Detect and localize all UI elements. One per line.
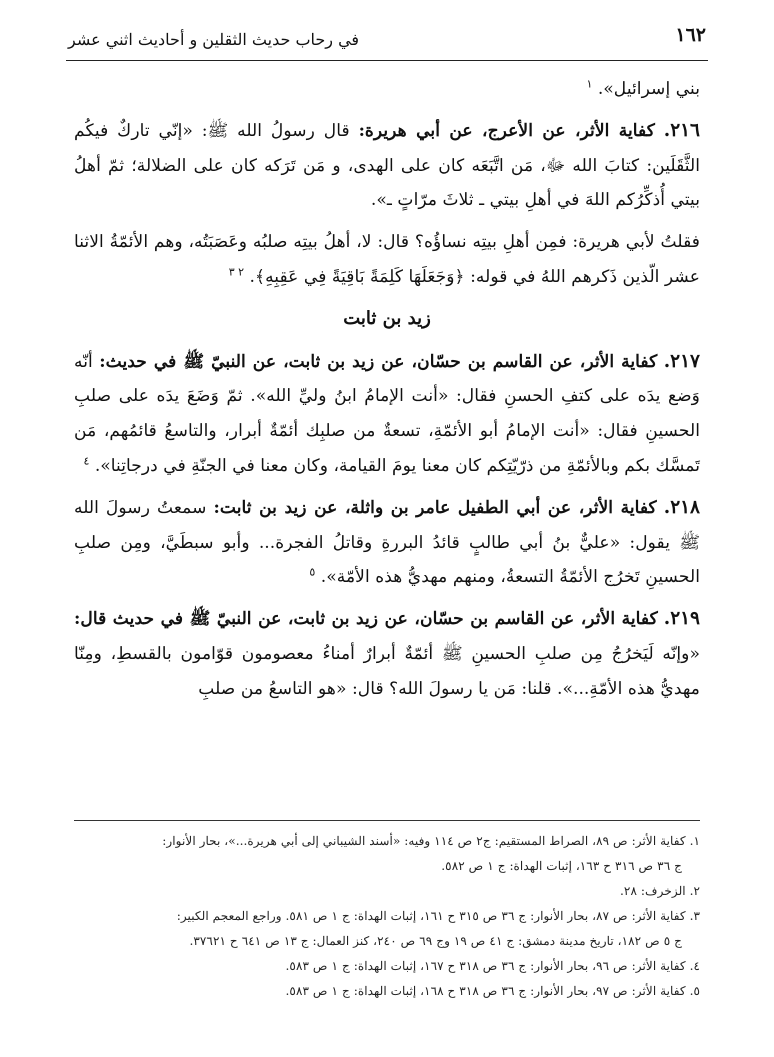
section-title: زيد بن ثابت — [343, 307, 431, 329]
footnote-5: ٥. كفاية الأثر: ص ٩٧، بحار الأنوار: ج ٣٦ ص ٣١٨ ح ١٦٨، إثبات الهداة: ج ١ ص ٥٨٣. — [285, 984, 700, 998]
footnote-ref: ٥ — [309, 565, 316, 579]
hadith-text: سمعتُ رسولَ الله ﷺ يقول: «عليٌّ بنُ أبي طالبٍ قائدُ البررةِ وقاتلُ الفجرة... وأبو سبطَيَّ، ومِن صلبِ الحسينِ تَخرُج الأئمّةُ التسعةُ، ومنهم مهديُّ هذه الأمّة». — [74, 497, 700, 588]
footnote-ref: ٢ ٣ — [228, 265, 245, 279]
hadith-text: فقلتُ لأبي هريرة: فمِن أهلِ بيتِه نساؤُه؟ قال: لا، أهلُ بيتِه صلبُه وعَصَبَتُه، وهم الأئمّةُ الاثنا عشر الّذين ذَكرهم اللهُ في قوله: ﴿وَجَعَلَهَا كَلِمَةً بَاقِيَةً فِي عَقِبِهِ﴾. — [74, 232, 700, 287]
opening-line: بني إسرائيل». — [597, 79, 700, 99]
hadith-217 — [74, 345, 700, 484]
main-text — [74, 72, 700, 714]
footnote-ref: ١ — [586, 77, 593, 91]
footnote-ref: ٤ — [83, 454, 90, 468]
footnote-3-cont: ج ٥ ص ١٨٢، تاريخ مدينة دمشق: ج ٤١ ص ١٩ وج ٦٩ ص ٢٤٠، كنز العمال: ج ١٣ ص ٦٤١ ح ٣٧٦٢١. — [189, 934, 682, 948]
hadith-text: أنّه وَضع يدَه على كتفِ الحسنِ فقال: «أنت الإمامُ ابنُ وليِّ الله». ثمّ وَضَعَ يدَه على صلبِ الحسينِ فقال: «أنت الإمامُ أبو الأئمّةِ، تسعةٌ من صلبِك أئمّةٌ أبرار، والتاسعُ قائمُهم، مَن تَمسَّك بكم وبالأئمّةِ من ذرّيّتِكم كان معنا يومَ القيامة، وكان معنا في الجنّةِ في درجاتِنا». — [74, 351, 700, 476]
hadith-source: كفاية الأثر، عن أبي الطفيل عامر بن واثلة، عن زيد بن ثابت: — [213, 497, 657, 518]
hadith-source: كفاية الأثر، عن الأعرج، عن أبي هريرة: — [358, 120, 655, 141]
page-number: ١٦٢ — [675, 24, 706, 46]
footnote-4: ٤. كفاية الأثر: ص ٩٦، بحار الأنوار: ج ٣٦ ص ٣١٨ ح ١٦٧، إثبات الهداة: ج ١ ص ٥٨٣. — [285, 959, 700, 973]
footnotes — [74, 820, 700, 1004]
hadith-source: كفاية الأثر، عن القاسم بن حسّان، عن زيد بن ثابت، عن النبيّ ﷺ في حديث قال: — [74, 609, 658, 630]
footnote-2: ٢. الزخرف: ٢٨. — [620, 884, 700, 898]
hadith-218 — [74, 491, 700, 595]
footnote-1: ١. كفاية الأثر: ص ٨٩، الصراط المستقيم: ج٢ ص ١١٤ وفيه: «أسند الشيباني إلى أبي هريرة...»، بحار الأنوار: — [162, 834, 700, 848]
running-title: في رحاب حديث الثقلين و أحاديث اثني عشر — [68, 30, 360, 49]
hadith-number: ٢١٩. — [663, 608, 700, 630]
opening-paragraph — [74, 72, 700, 107]
hadith-text: «وإنّه لَيَخرُجُ مِن صلبِ الحسينِ ﷺ أئمّةٌ أبرارٌ أمناءُ معصومون قوّامون بالقسطِ، ومِنّا مهديُّ هذه الأمّةِ...». قلنا: مَن يا رسولَ الله؟ قال: «هو التاسعُ من صلبِ — [74, 643, 700, 699]
hadith-number: ٢١٨. — [663, 496, 700, 518]
hadith-216 — [74, 114, 700, 218]
hadith-number: ٢١٦. — [663, 119, 700, 141]
hadith-text: قال رسولُ الله ﷺ: «إنّي تاركٌ فيكُم الثَّقَلَين: كتابَ الله ﷻ، مَن اتَّبَعَه كان على الهدى، و مَن تَرَكه كان على الضلالة؛ ثمّ أهلُ بيتي أُذكِّرُكم اللهَ في أهلِ بيتي ـ ثلاثَ مرّاتٍ ـ». — [74, 120, 700, 211]
page-header — [66, 20, 708, 61]
footnote-3: ٣. كفاية الأثر: ص ٨٧، بحار الأنوار: ج ٣٦ ص ٣١٥ ح ١٦١، إثبات الهداة: ج ١ ص ٥٨١. وراجع المعجم الكبير: — [176, 909, 700, 923]
footnote-1-cont: ج ٣٦ ص ٣١٦ ح ١٦٣، إثبات الهداة: ج ١ ص ٥٨٢. — [441, 859, 682, 873]
hadith-source: كفاية الأثر، عن القاسم بن حسّان، عن زيد بن ثابت، عن النبيّ ﷺ في حديث: — [99, 351, 658, 372]
hadith-216-continuation — [74, 225, 700, 295]
hadith-219 — [74, 602, 700, 706]
hadith-number: ٢١٧. — [663, 350, 700, 372]
